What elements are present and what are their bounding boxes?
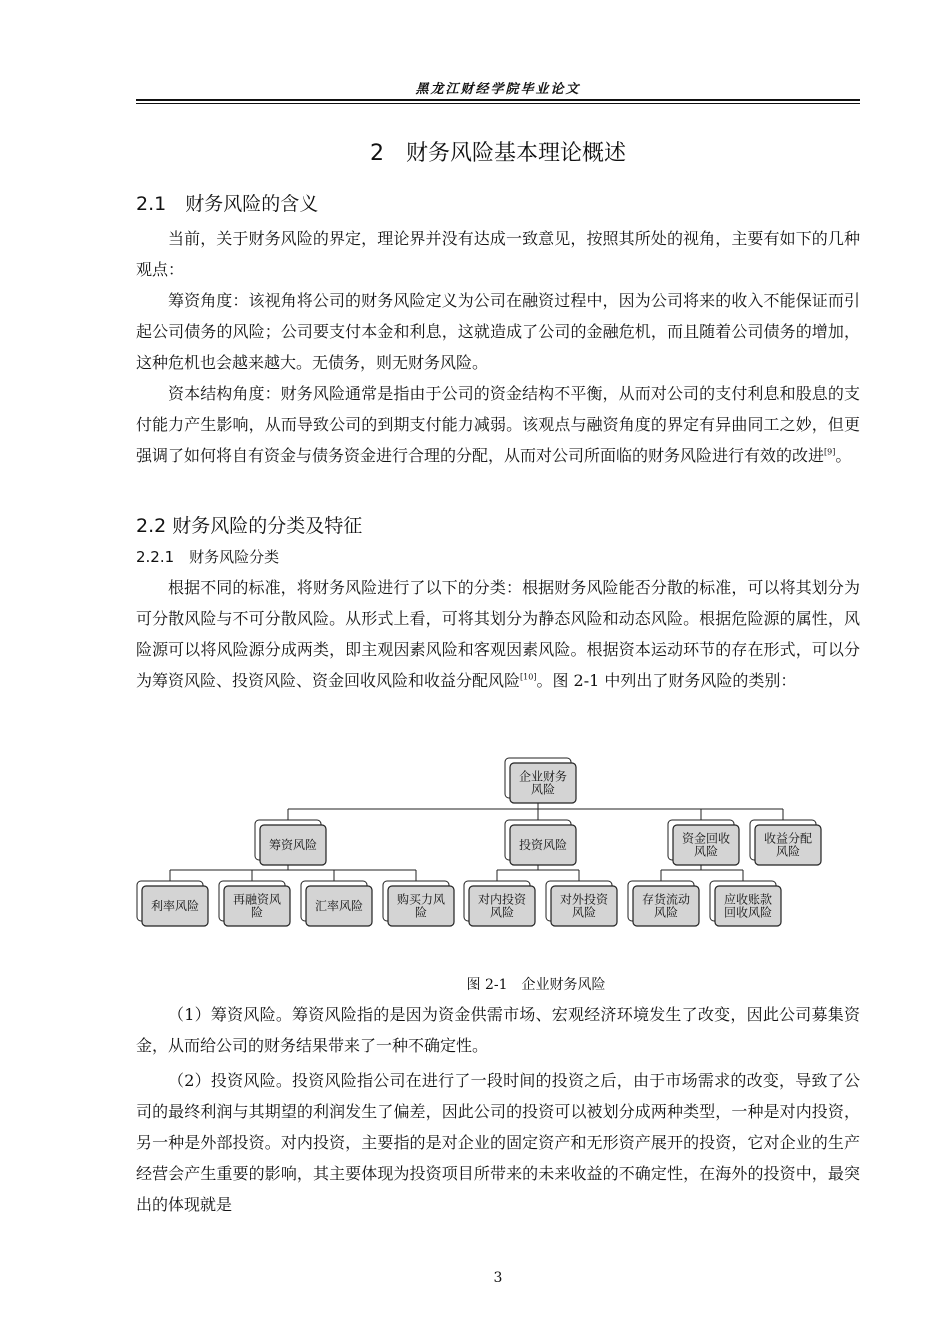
box-label: 应收账款	[723, 892, 773, 907]
header-rule-thin	[136, 103, 860, 104]
level3-node-6	[628, 881, 699, 926]
paragraph-intro: 当前，关于财务风险的界定，理论界并没有达成一致意见，按照其所处的视角，主要有如下的几种观点：	[136, 229, 860, 279]
header-rule-thick	[136, 99, 860, 101]
box-label: 回收风险	[723, 905, 773, 920]
root-node-enterprise-financial-risk	[505, 758, 576, 803]
box-label: 险	[250, 905, 264, 920]
level3-node-4	[464, 881, 535, 926]
level3-node-2	[301, 881, 372, 926]
box-label: 筹资风险	[268, 838, 318, 852]
box-label: 对外投资	[559, 892, 609, 907]
page-number: 3	[493, 1270, 503, 1286]
section-heading-2-2: 2.2 财务风险的分类及特征	[136, 515, 363, 537]
box-label: 风险	[571, 905, 597, 920]
level2-node-1	[505, 820, 576, 865]
box-label: 风险	[693, 844, 719, 859]
box-label: 再融资风	[232, 892, 282, 907]
diagram-boxes	[137, 758, 821, 926]
box-label: 资金回收	[681, 831, 731, 846]
paragraph-classification	[136, 572, 860, 696]
box-label: 对内投资	[477, 892, 527, 907]
risk-tree-diagram	[130, 748, 830, 938]
level2-node-0	[255, 820, 326, 865]
paragraph-text: 根据不同的标准，将财务风险进行了以下的分类：根据财务风险能否分散的标准，可以将其划分为可分散风险与不可分散风险。从形式上看，可将其划分为静态风险和动态风险。根据危险源的属性，风险源可以将风险源分成两类，即主观因素风险和客观因素风险。根据资本运动环节的存在形式，可以分为筹资风险、投资风险、资金回收风险和收益分配风险	[136, 578, 860, 690]
running-header: 黑龙江财经学院毕业论文	[415, 82, 581, 97]
section-heading-2-1: 2.1 财务风险的含义	[136, 193, 319, 215]
box-label: 投资风险	[518, 838, 568, 852]
paragraph-text: 资本结构角度：财务风险通常是指由于公司的资金结构不平衡，从而对公司的支付利息和股息的支付能力产生影响，从而导致公司的到期支付能力减弱。该观点与融资角度的界定有异曲同工之妙，但更强调了如何将自有资金与债务资金进行合理的分配，从而对公司所面临的财务风险进行有效的改进	[136, 384, 860, 465]
paragraph-financing-risk: （1）筹资风险。筹资风险指的是因为资金供需市场、宏观经济环境发生了改变，因此公司募集资金，从而给公司的财务结果带来了一种不确定性。	[136, 1005, 860, 1055]
level3-node-5	[546, 881, 617, 926]
paragraph-end: 。图 2-1 中列出了财务风险的类别：	[536, 671, 797, 690]
box-label: 购买力风	[396, 892, 446, 907]
box-label: 风险	[530, 782, 556, 797]
citation-ref: [10]	[520, 672, 537, 682]
box-label: 收益分配	[763, 831, 813, 846]
paragraph-investment-risk: （2）投资风险。投资风险指公司在进行了一段时间的投资之后，由于市场需求的改变，导致了公司的最终利润与其期望的利润发生了偏差，因此公司的投资可以被划分成两种类型，一种是对内投资，另一种是外部投资。对内投资，主要指的是对企业的固定资产和无形资产展开的投资，它对企业的生产经营会产生重要的影响，其主要体现为投资项目所带来的未来收益的不确定性，在海外的投资中，最突出的体现就是	[136, 1071, 860, 1214]
box-label: 风险	[489, 905, 515, 920]
citation-ref: [9]	[824, 447, 836, 457]
level3-node-3	[383, 881, 454, 926]
chapter-title: 2 财务风险基本理论概述	[370, 141, 626, 166]
level2-node-2	[668, 820, 739, 865]
box-label: 存货流动	[641, 892, 691, 907]
box-label: 险	[414, 905, 428, 920]
level3-node-7	[710, 881, 781, 926]
box-label: 汇率风险	[314, 899, 364, 913]
figure-caption: 图 2-1 企业财务风险	[466, 977, 606, 993]
level3-node-0	[137, 881, 208, 926]
level3-node-1	[219, 881, 290, 926]
box-label: 风险	[775, 844, 801, 859]
box-label: 利率风险	[150, 899, 200, 913]
paragraph-capital-structure-view	[136, 378, 860, 471]
paragraph-end: 。	[835, 446, 852, 465]
level2-node-3	[750, 820, 821, 865]
paragraph-financing-view: 筹资角度：该视角将公司的财务风险定义为公司在融资过程中，因为公司将来的收入不能保证而引起公司债务的风险；公司要支付本金和利息，这就造成了公司的金融危机，而且随着公司债务的增加，这种危机也会越来越大。无债务，则无财务风险。	[136, 291, 860, 372]
box-label: 风险	[653, 905, 679, 920]
subsection-heading-2-2-1: 2.2.1 财务风险分类	[136, 548, 280, 566]
box-label: 企业财务	[518, 769, 568, 784]
